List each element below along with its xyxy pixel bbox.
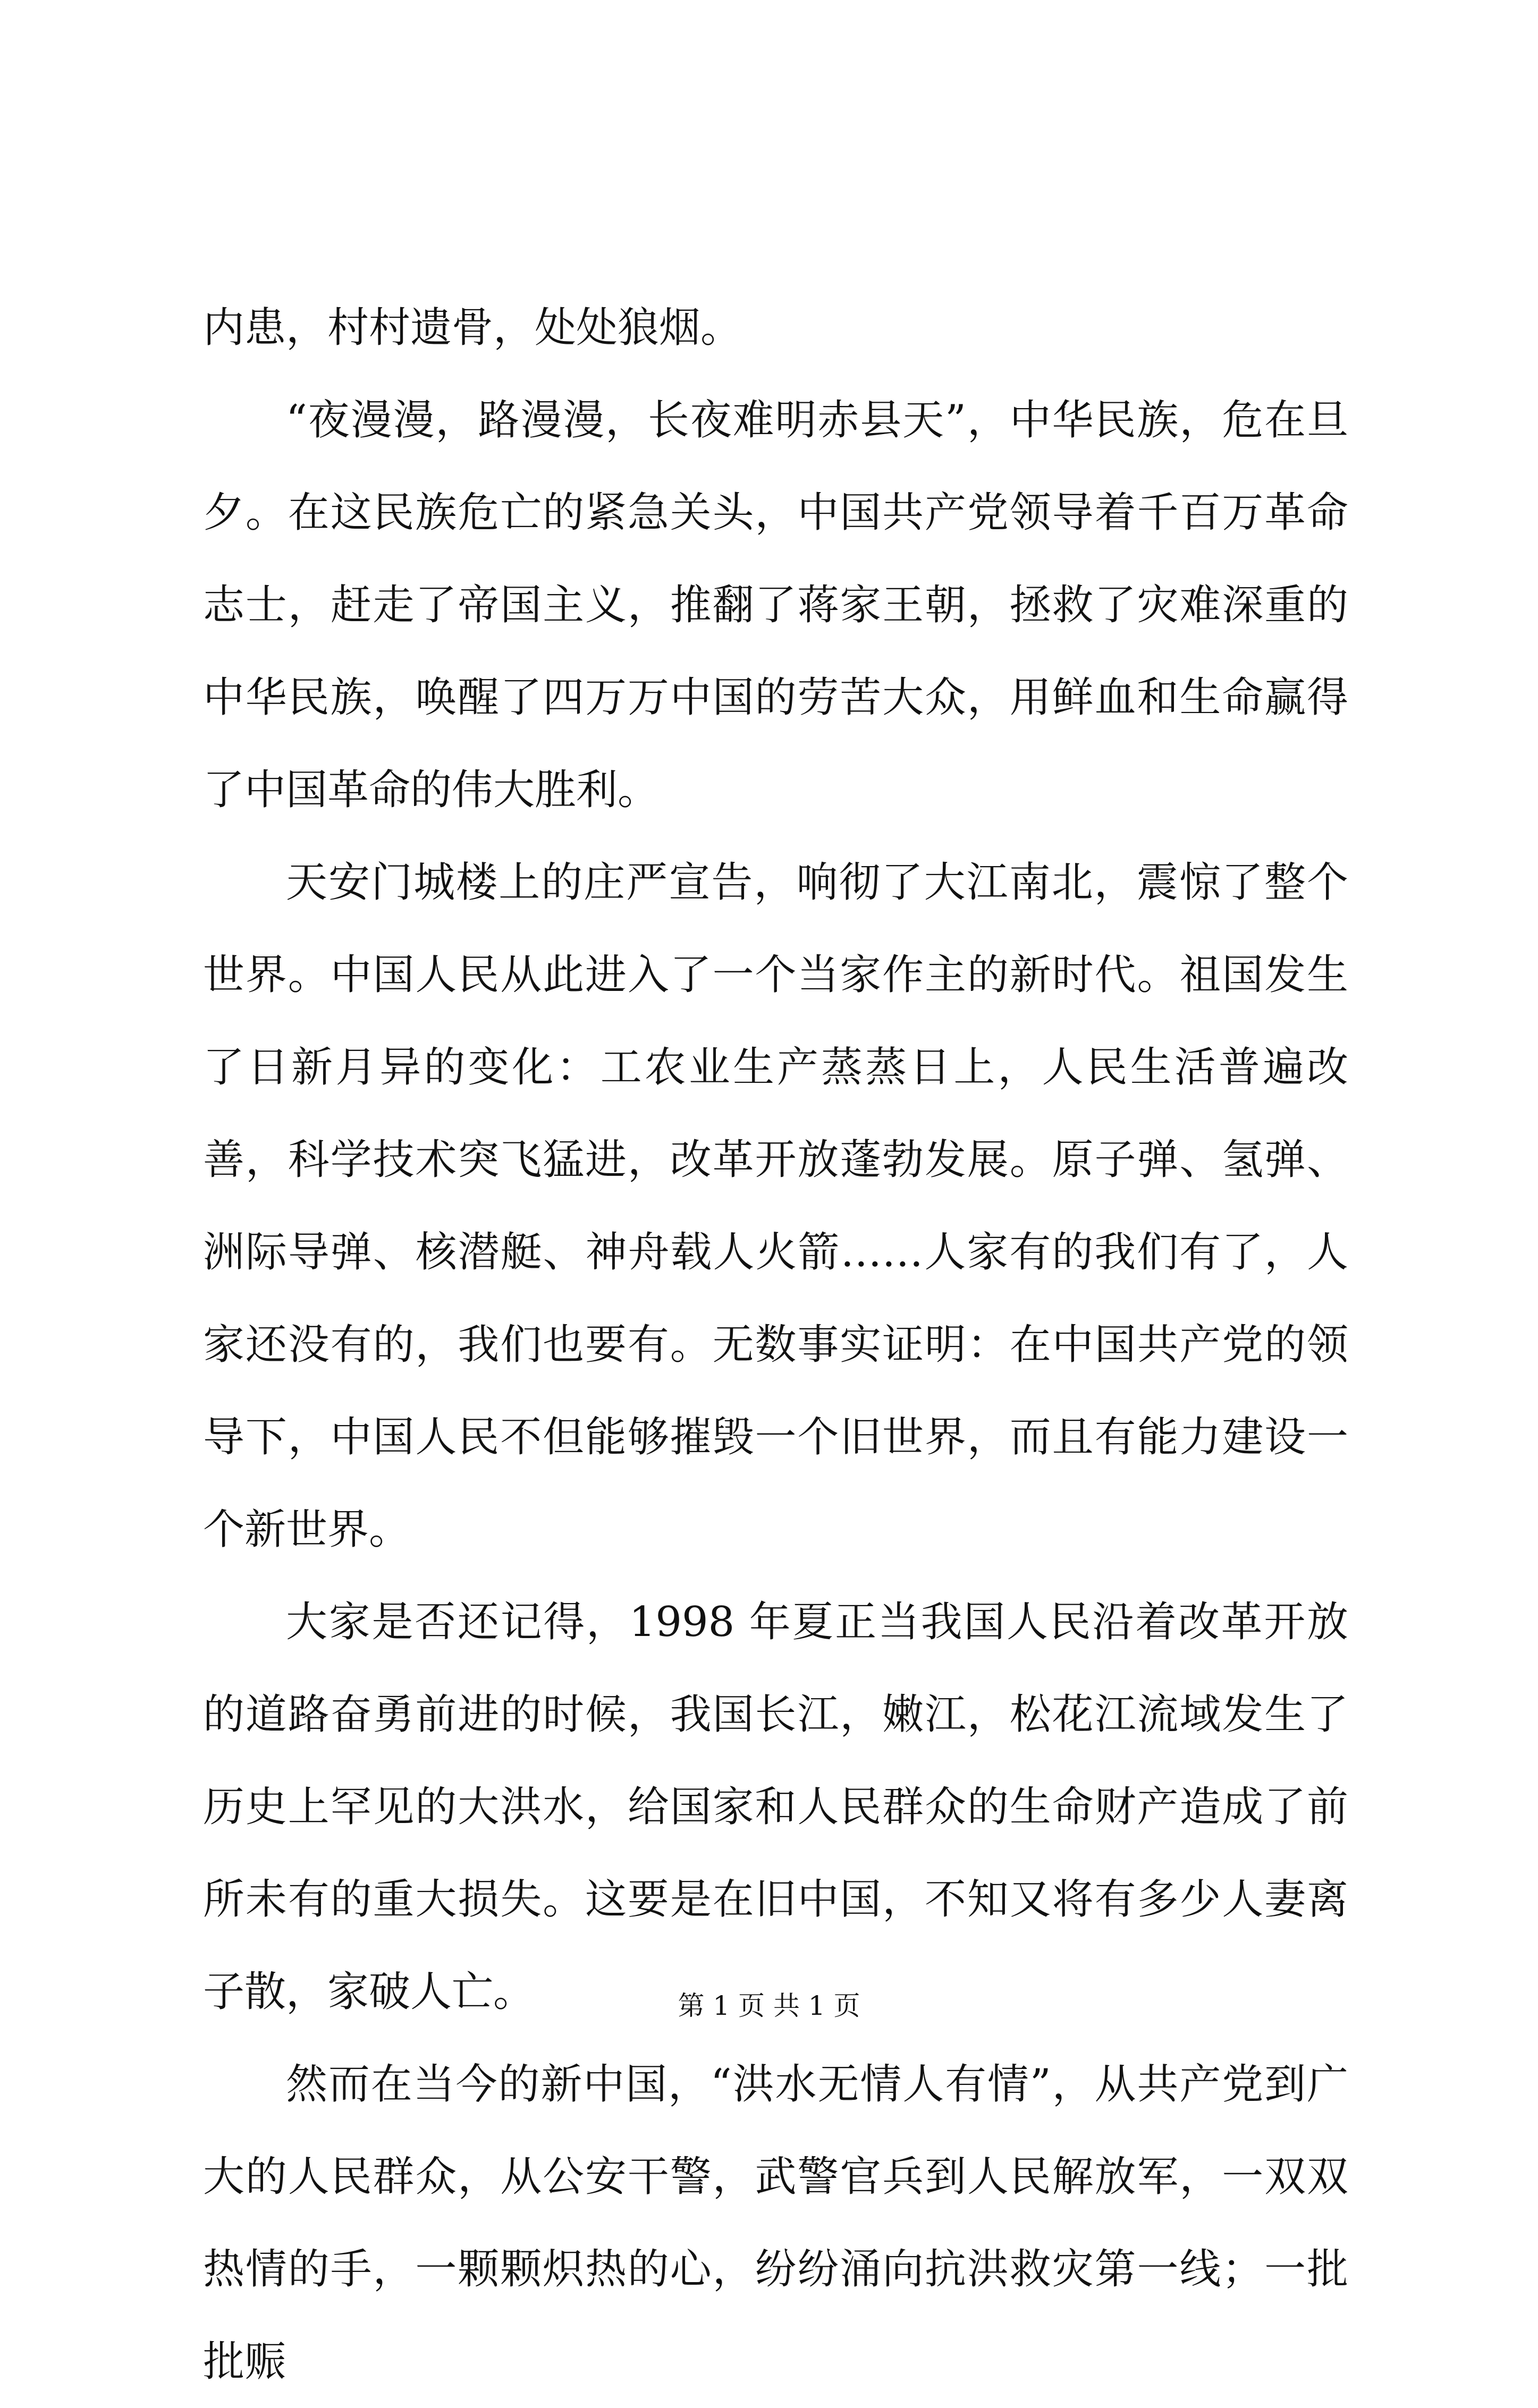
paragraph-1: 内患，村村遗骨，处处狼烟。 [203, 304, 742, 352]
document-body [203, 282, 1348, 2408]
paragraph-2: “夜漫漫，路漫漫，长夜难明赤县天”，中华民族，危在旦夕。在这民族危亡的紧急关头，中国共产党领导着千百万革命志士，赶走了帝国主义，推翻了蒋家王朝，拯救了灾难深重的中华民族，唤醒了四万万中国的劳苦大众，用鲜血和生命赢得了中国革命的伟大胜利。 [203, 396, 1348, 814]
page-footer: 第 1 页 共 1 页 [678, 1990, 860, 2021]
paragraph-5: 然而在当今的新中国，“洪水无情人有情”，从共产党到广大的人民群众，从公安干警，武警官兵到人民解放军，一双双热情的手，一颗颗炽热的心，纷纷涌向抗洪救灾第一线；一批批赈 [203, 2061, 1348, 2386]
paragraph-3: 天安门城楼上的庄严宣告，响彻了大江南北，震惊了整个世界。中国人民从此进入了一个当家作主的新时代。祖国发生了日新月异的变化：工农业生产蒸蒸日上，人民生活普遍改善，科学技术突飞猛进，改革开放蓬勃发展。原子弹、氢弹、洲际导弹、核潜艇、神舟载人火箭……人家有的我们有了，人家还没有的，我们也要有。无数事实证明：在中国共产党的领导下，中国人民不但能够摧毁一个旧世界，而且有能力建设一个新世界。 [203, 859, 1348, 1554]
paragraph-4: 大家是否还记得，1998 年夏正当我国人民沿着改革开放的道路奋勇前进的时候，我国长江，嫩江，松花江流域发生了历史上罕见的大洪水，给国家和人民群众的生命财产造成了前所未有的重大损失。这要是在旧中国，不知又将有多少人妻离子散，家破人亡。 [203, 1598, 1348, 2016]
